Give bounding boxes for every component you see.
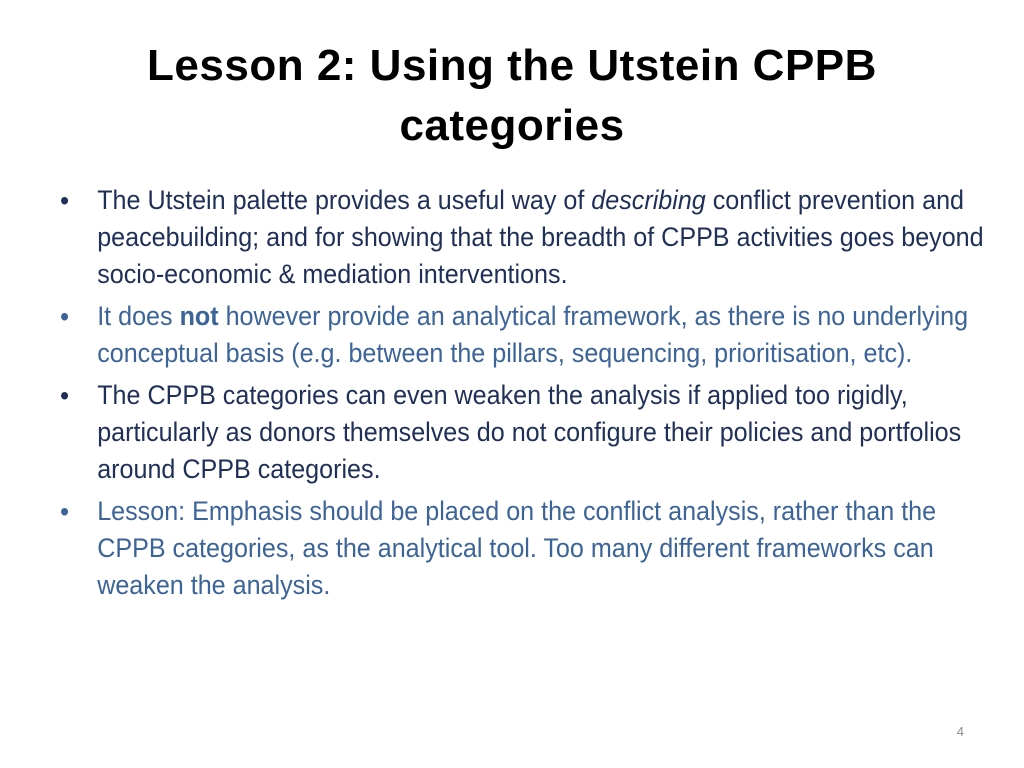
bullet-1-emphasis: describing <box>591 185 706 215</box>
bullet-dot-icon: • <box>60 301 70 332</box>
slide-title-line-2: categories <box>399 101 625 150</box>
bullet-dot-icon: • <box>60 380 70 411</box>
bullet-dot-icon: • <box>60 185 70 216</box>
bullet-2-strong: not <box>179 301 219 331</box>
bullet-item-3 <box>60 377 1004 488</box>
bullet-3-text: The CPPB categories can even weaken the analysis if applied too rigidly, particularly as donors themselves do not configure their policies and portfolios around CPPB categories. <box>97 380 962 484</box>
bullet-4-text: Lesson: Emphasis should be placed on the conflict analysis, rather than the CPPB categories, as the analytical tool. Too many different frameworks can weaken the analysis. <box>97 496 937 600</box>
bullet-2-text-start: It does <box>97 301 180 331</box>
bullet-item-1 <box>60 182 1004 293</box>
bullet-2-text-end: however provide an analytical framework, as there is no underlying conceptual basis (e.g. between the pillars, sequencing, prioritisation, etc). <box>97 301 969 368</box>
bullet-item-2 <box>60 298 1004 372</box>
bullet-item-4 <box>60 493 1004 604</box>
bullet-dot-icon: • <box>60 496 70 527</box>
page-number: 4 <box>956 724 964 739</box>
bullet-list <box>60 182 984 609</box>
slide-title <box>60 36 964 156</box>
bullet-1-text-end: conflict prevention and peacebuilding; and for showing that the breadth of CPPB activities goes beyond socio-economic & mediation interventions. <box>97 185 984 289</box>
slide-title-line-1: Lesson 2: Using the Utstein CPPB <box>147 41 877 90</box>
bullet-1-text-start: The Utstein palette provides a useful way of <box>97 185 592 215</box>
